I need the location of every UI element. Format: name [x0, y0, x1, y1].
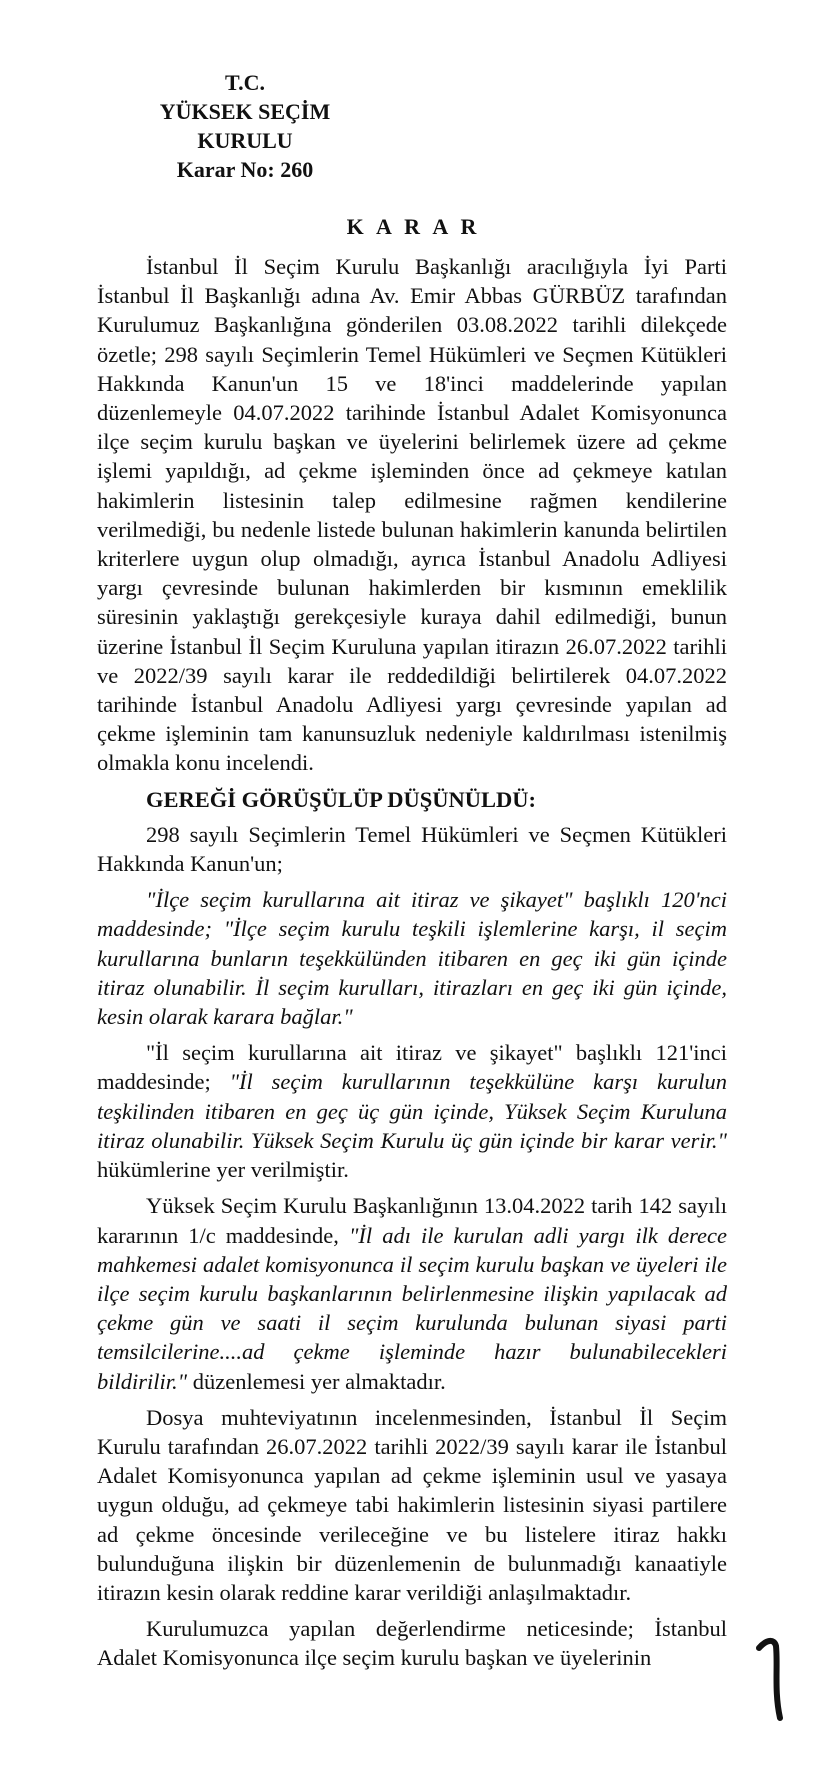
- header-institution-line2: KURULU: [197, 128, 293, 153]
- document-title: K A R A R: [346, 214, 481, 239]
- article-120-quote: "İlçe seçim kurullarına ait itiraz ve şikayet" başlıklı 120'nci maddesinde; "İlçe seçim kurulu teşkili işlemlerine karşı, il seçim kurullarına bunların teşekkülünden itibaren en geç iki gün içinde itiraz olunabilir. İl seçim kurulları, itirazları en geç iki gün içinde, kesin olarak karara bağlar.": [97, 887, 727, 1030]
- paragraph-law-reference: 298 sayılı Seçimlerin Temel Hükümleri ve Seçmen Kütükleri Hakkında Kanun'un;: [97, 821, 727, 877]
- ysk-decision-intro: Yüksek Seçim Kurulu Başkanlığının 13.04.2022 tarih 142 sayılı kararının 1/c maddesinde,: [97, 1193, 727, 1248]
- paragraph-article-121: [97, 1038, 727, 1184]
- paragraph-evaluation: Kurulumuzca yapılan değerlendirme neticesinde; İstanbul Adalet Komisyonunca ilçe seçim kurulu başkan ve üyelerinin: [97, 1616, 727, 1671]
- paragraph-intro: İstanbul İl Seçim Kurulu Başkanlığı aracılığıyla İyi Parti İstanbul İl Başkanlığı adına Av. Emir Abbas GÜRBÜZ tarafından Kurulumuz Başkanlığına gönderilen 03.08.2022 tarihli dilekçede özetle; 298 sayılı Seçimlerin Temel Hükümleri ve Seçmen Kütükleri Hakkında Kanun'un 15 ve 18'inci maddelerinde yapılan düzenlemeyle 04.07.2022 tarihinde İstanbul Adalet Komisyonunca ilçe seçim kurulu başkan ve üyelerini belirlemek üzere ad çekme işlemi yapıldığı, ad çekme işleminden önce ad çekmeye katılan hakimlerin listesinin talep edilmesine rağmen kendilerine verilmediği, bu nedenle listede bulunan hakimlerin kanunda belirtilen kriterlere uygun olup olmadığı, ayrıca İstanbul Anadolu Adliyesi yargı çevresinde bulunan hakimlerden bir kısmının emeklilik süresinin yaklaştığı gerekçesiyle kuraya dahil edilmediği, bunun üzerine İstanbul İl Seçim Kuruluna yapılan itirazın 26.07.2022 tarihli ve 2022/39 sayılı karar ile reddedildiği belirtilerek 04.07.2022 tarihinde İstanbul Anadolu Adliyesi yargı çevresinde yapılan ad çekme işleminin tam kanunsuzluk nedeniyle kaldırılması istenilmiş olmakla konu incelendi.: [97, 254, 727, 776]
- ysk-decision-quote: "İl adı ile kurulan adli yargı ilk derece mahkemesi adalet komisyonunca il seçim kurulu başkan ve üyeleri ile ilçe seçim kurulu başkanlarının belirlenmesine ilişkin yapılacak ad çekme gün ve saati il seçim kurulunda bulunan siyasi parti temsilcilerine....ad çekme işleminde hazır bulunabilecekleri bildirilir.": [97, 1222, 728, 1394]
- handwritten-page-mark: [756, 1636, 790, 1722]
- ysk-decision-end: düzenlemesi yer almaktadır.: [192, 1368, 446, 1394]
- document-header: [140, 68, 350, 184]
- article-121-end: hükümlerine yer verilmiştir.: [97, 1157, 349, 1183]
- decision-number: Karar No: 260: [176, 157, 314, 182]
- article-121-intro: "İl seçim kurullarına ait itiraz ve şikayet" başlıklı 121'inci maddesinde;: [97, 1040, 727, 1095]
- document-body: [97, 252, 727, 1673]
- section-heading: GEREĞİ GÖRÜŞÜLÜP DÜŞÜNÜLDÜ:: [146, 786, 537, 812]
- paragraph-file-review: Dosya muhteviyatının incelenmesinden, İstanbul İl Seçim Kurulu tarafından 26.07.2022 tarihli 2022/39 sayılı karar ile İstanbul Adalet Komisyonunca yapılan ad çekme işleminin usul ve yasaya uygun olduğu, ad çekmeye tabi hakimlerin listesinin siyasi partilere ad çekme öncesinde verileceğine ve bu listelere itiraz hakkı bulunduğuna ilişkin bir düzenlemenin de bulunmadığı kanaatiyle itirazın kesin olarak reddine karar verildiği anlaşılmaktadır.: [97, 1404, 727, 1605]
- header-institution-line1: YÜKSEK SEÇİM: [159, 99, 331, 124]
- paragraph-article-120: [97, 885, 727, 1031]
- paragraph-ysk-decision: [97, 1191, 727, 1395]
- header-tc: T.C.: [225, 70, 265, 95]
- article-121-quote: "İl seçim kurullarının teşekkülüne karşı kurulun teşkilinden itibaren en geç üç gün içinde, Yüksek Seçim Kuruluna itiraz olunabilir. Yüksek Seçim Kurulu üç gün içinde bir karar verir.": [97, 1069, 727, 1153]
